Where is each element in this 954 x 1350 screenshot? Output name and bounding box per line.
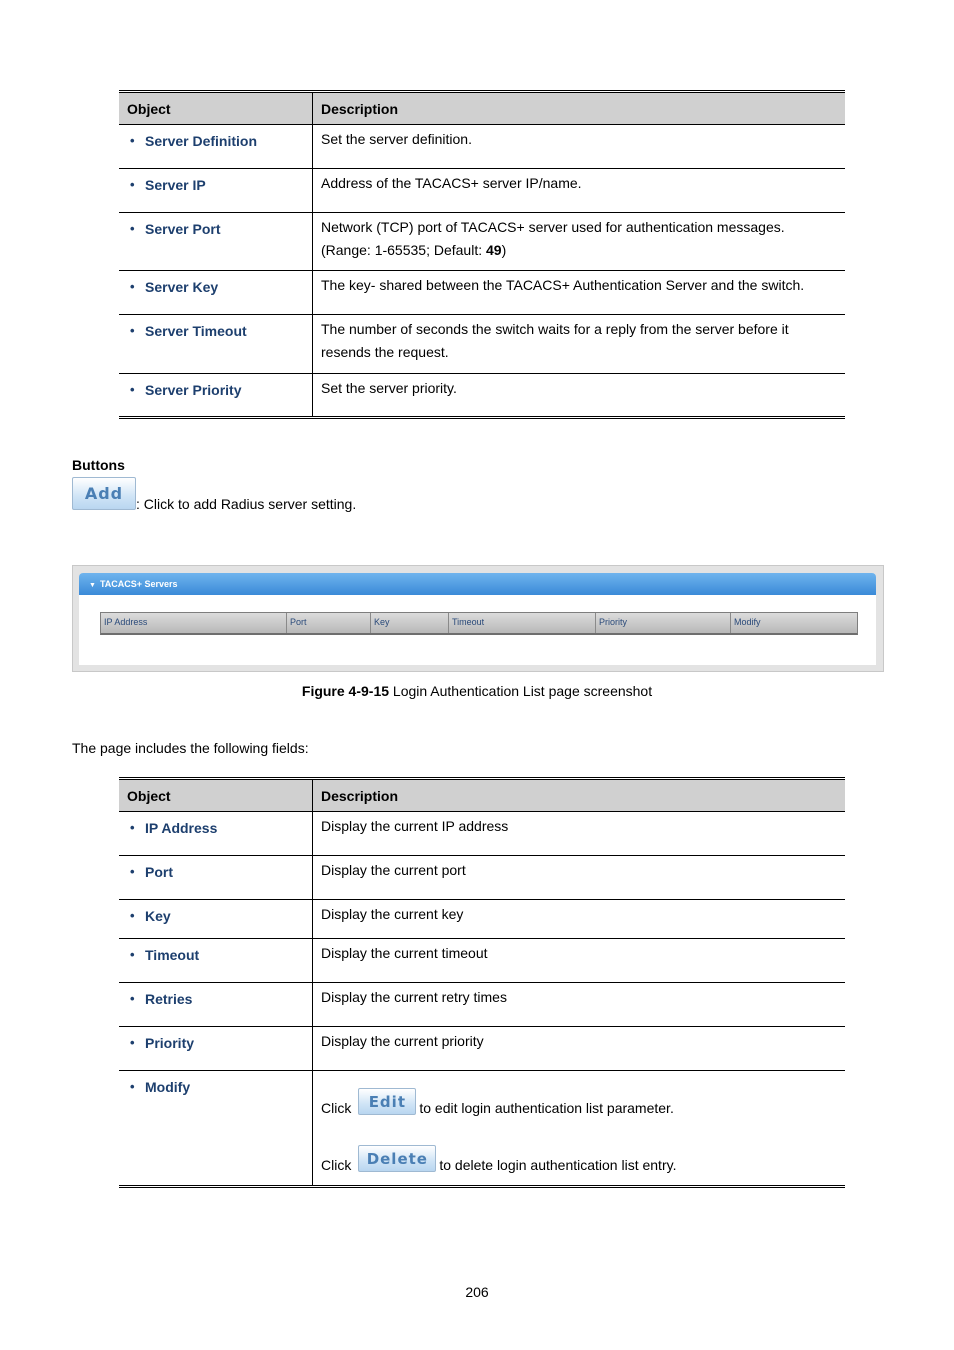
- object-description: Display the current IP address: [321, 818, 509, 834]
- object-name: • Server Key: [127, 271, 304, 296]
- add-button-row: [72, 477, 356, 510]
- range-suffix: ): [501, 242, 507, 258]
- column-port: Port: [287, 613, 371, 633]
- object-description: The key- shared between the TACACS+ Authentication Server and the switch.: [321, 277, 805, 293]
- table-row-modify: [119, 1071, 845, 1187]
- object-description: Display the current port: [321, 862, 466, 878]
- column-ip-address: IP Address: [101, 613, 287, 633]
- object-name: • Timeout: [127, 939, 304, 964]
- table-row: [119, 812, 845, 856]
- screenshot-figure: [72, 565, 884, 672]
- object-description: Network (TCP) port of TACACS+ server used for authentication messages.: [321, 219, 785, 235]
- header-description: Description: [313, 779, 846, 812]
- object-description: The number of seconds the switch waits for a reply from the server before it: [321, 321, 789, 337]
- object-name: • Priority: [127, 1027, 304, 1052]
- object-description: Address of the TACACS+ server IP/name.: [321, 175, 582, 191]
- table-row: [119, 213, 845, 271]
- object-name: • Port: [127, 856, 304, 881]
- edit-line: [321, 1085, 837, 1115]
- object-name: • Server IP: [127, 169, 304, 194]
- default-value: 49: [486, 242, 502, 258]
- object-name: • Server Priority: [127, 374, 304, 399]
- header-object: Object: [119, 92, 313, 125]
- object-name: • Server Definition: [127, 125, 304, 150]
- object-name: • Retries: [127, 983, 304, 1008]
- edit-button[interactable]: Edit: [358, 1088, 416, 1115]
- header-object: Object: [119, 779, 313, 812]
- tacacs-panel: [79, 573, 876, 665]
- panel-title-bar[interactable]: [79, 573, 876, 595]
- figure-text: Login Authentication List page screenshot: [389, 683, 653, 699]
- servers-table-header: [100, 612, 858, 635]
- table-row: [119, 374, 845, 418]
- collapse-triangle-icon: ▼: [89, 582, 96, 589]
- column-timeout: Timeout: [449, 613, 596, 633]
- object-description: Display the current key: [321, 906, 464, 922]
- object-name: • Server Timeout: [127, 315, 304, 340]
- table-row: [119, 856, 845, 900]
- object-name: • Key: [127, 900, 304, 925]
- table-row: [119, 169, 845, 213]
- intro-text: The page includes the following fields:: [72, 740, 309, 756]
- table-row: [119, 271, 845, 315]
- object-description: Display the current retry times: [321, 989, 507, 1005]
- table-row: [119, 983, 845, 1027]
- table-row: [119, 1027, 845, 1071]
- figure-caption: [0, 683, 954, 699]
- add-button[interactable]: Add: [72, 477, 136, 510]
- server-settings-table: [119, 90, 845, 419]
- object-name: • IP Address: [127, 812, 304, 837]
- table-row: [119, 939, 845, 983]
- column-modify: Modify: [734, 617, 761, 627]
- delete-line: [321, 1142, 837, 1172]
- click-word: Click: [321, 1100, 352, 1116]
- edit-description: to edit login authentication list parameter.: [419, 1100, 674, 1116]
- buttons-heading: Buttons: [72, 457, 125, 473]
- panel-title: TACACS+ Servers: [99, 579, 178, 589]
- column-key: Key: [371, 613, 449, 633]
- add-button-description: : Click to add Radius server setting.: [136, 496, 357, 512]
- page-number: 206: [465, 1284, 489, 1300]
- click-word: Click: [321, 1157, 352, 1173]
- object-description: Display the current timeout: [321, 945, 488, 961]
- header-description: Description: [313, 92, 846, 125]
- object-description: Display the current priority: [321, 1033, 484, 1049]
- table-row: [119, 125, 845, 169]
- delete-button[interactable]: Delete: [358, 1145, 436, 1172]
- column-priority: Priority: [596, 613, 731, 633]
- object-description: Set the server definition.: [321, 131, 472, 147]
- object-name: • Modify: [127, 1071, 304, 1096]
- figure-label: Figure 4-9-15: [301, 683, 390, 699]
- object-description-line2: resends the request.: [321, 344, 449, 360]
- panel-body: [79, 595, 876, 665]
- object-description: Set the server priority.: [321, 380, 457, 396]
- delete-description: to delete login authentication list entry.: [439, 1157, 677, 1173]
- fields-table: [119, 777, 845, 1188]
- table-row: [119, 315, 845, 374]
- object-name: • Server Port: [127, 213, 304, 238]
- range-prefix: (Range: 1-65535; Default:: [321, 242, 486, 258]
